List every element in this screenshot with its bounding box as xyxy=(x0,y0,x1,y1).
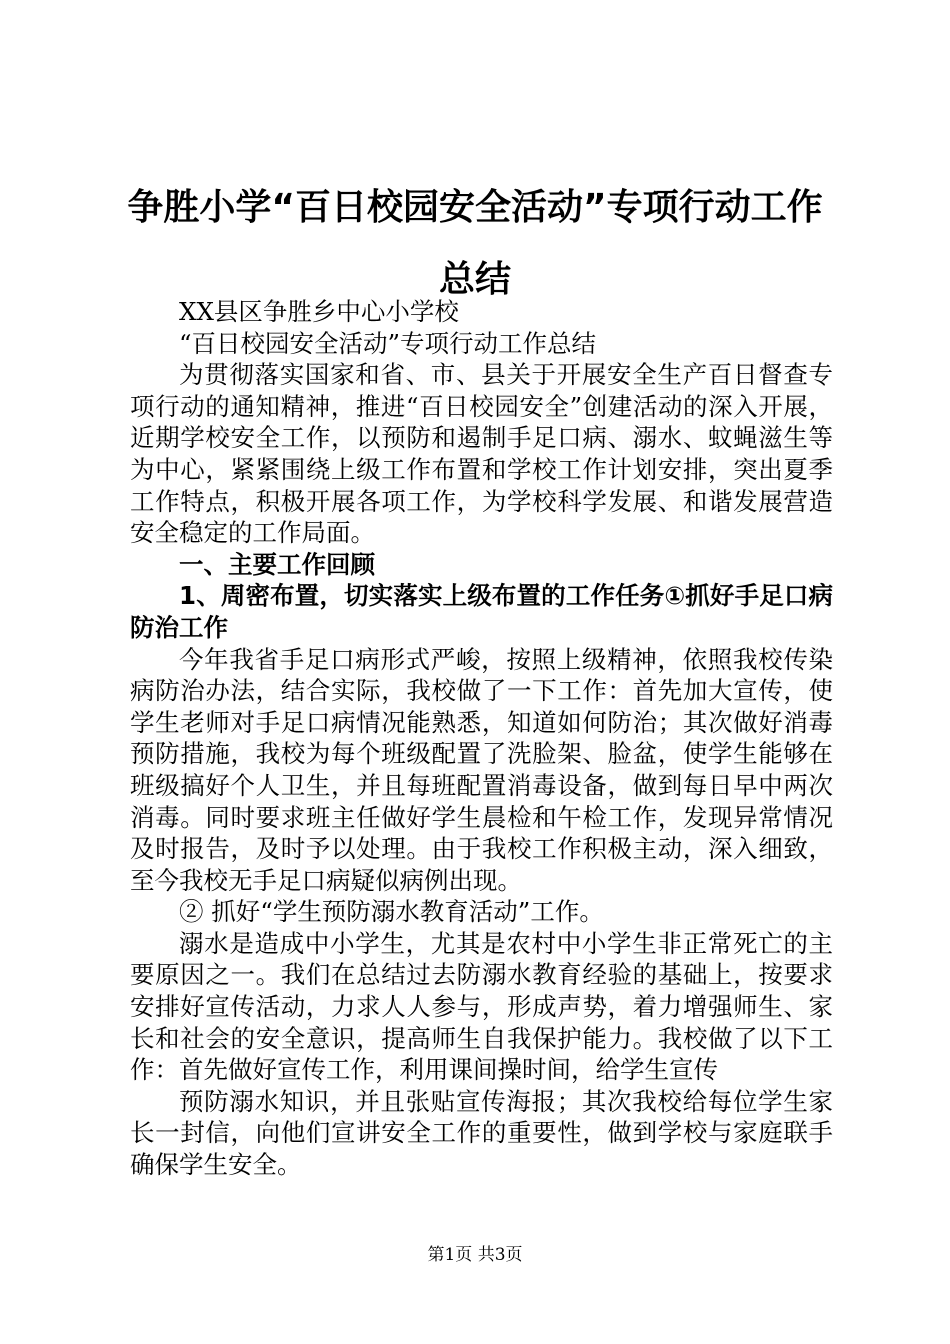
subtitle-line: “百日校园安全活动”专项行动工作总结 xyxy=(179,328,597,358)
school-name: XX县区争胜乡中心小学校 xyxy=(179,297,459,326)
document-body xyxy=(130,296,833,1181)
intro-paragraph: 为贯彻落实国家和省、市、县关于开展安全生产百日督查专项行动的通知精神，推进“百日校园安全”创建活动的深入开展，近期学校安全工作，以预防和遏制手足口病、溺水、蚊蝇滋生等为中心，紧紧围绕上级工作布置和学校工作计划安排，突出夏季工作特点，积极开展各项工作，为学校科学发展、和谐发展营造安全稳定的工作局面。 xyxy=(130,360,833,548)
section-heading: 一、主要工作回顾 xyxy=(179,549,375,579)
drowning-paragraph: 溺水是造成中小学生，尤其是农村中小学生非正常死亡的主要原因之一。我们在总结过去防溺水教育经验的基础上，按要求安排好宣传活动，力求人人参与，形成声势，着力增强师生、家长和社会的安全意识，提高师生自我保护能力。我校做了以下工作：首先做好宣传工作，利用课间操时间，给学生宣传 xyxy=(130,928,833,1085)
drowning-heading: ② 抓好“学生预防溺水教育活动”工作。 xyxy=(179,897,604,927)
title-line-1: 争胜小学“百日校园安全活动”专项行动工作 xyxy=(127,187,823,228)
subsection-heading: 1、周密布置，切实落实上级布置的工作任务①抓好手足口病防治工作 xyxy=(130,581,833,642)
page-footer: 第1页 共3页 xyxy=(427,1245,523,1265)
drowning-paragraph-continued: 预防溺水知识，并且张贴宣传海报；其次我校给每位学生家长一封信，向他们宣讲安全工作的重要性，做到学校与家庭联手确保学生安全。 xyxy=(130,1086,833,1180)
document-title xyxy=(120,172,830,316)
hfmd-paragraph: 今年我省手足口病形式严峻，按照上级精神，依照我校传染病防治办法，结合实际，我校做了一下工作：首先加大宣传，使学生老师对手足口病情况能熟悉，知道如何防治；其次做好消毒预防措施，我校为每个班级配置了洗脸架、脸盆，使学生能够在班级搞好个人卫生，并且每班配置消毒设备，做到每日早中两次消毒。同时要求班主任做好学生晨检和午检工作，发现异常情况及时报告，及时予以处理。由于我校工作积极主动，深入细致，至今我校无手足口病疑似病例出现。 xyxy=(130,644,833,895)
title-line-2: 总结 xyxy=(438,259,511,300)
